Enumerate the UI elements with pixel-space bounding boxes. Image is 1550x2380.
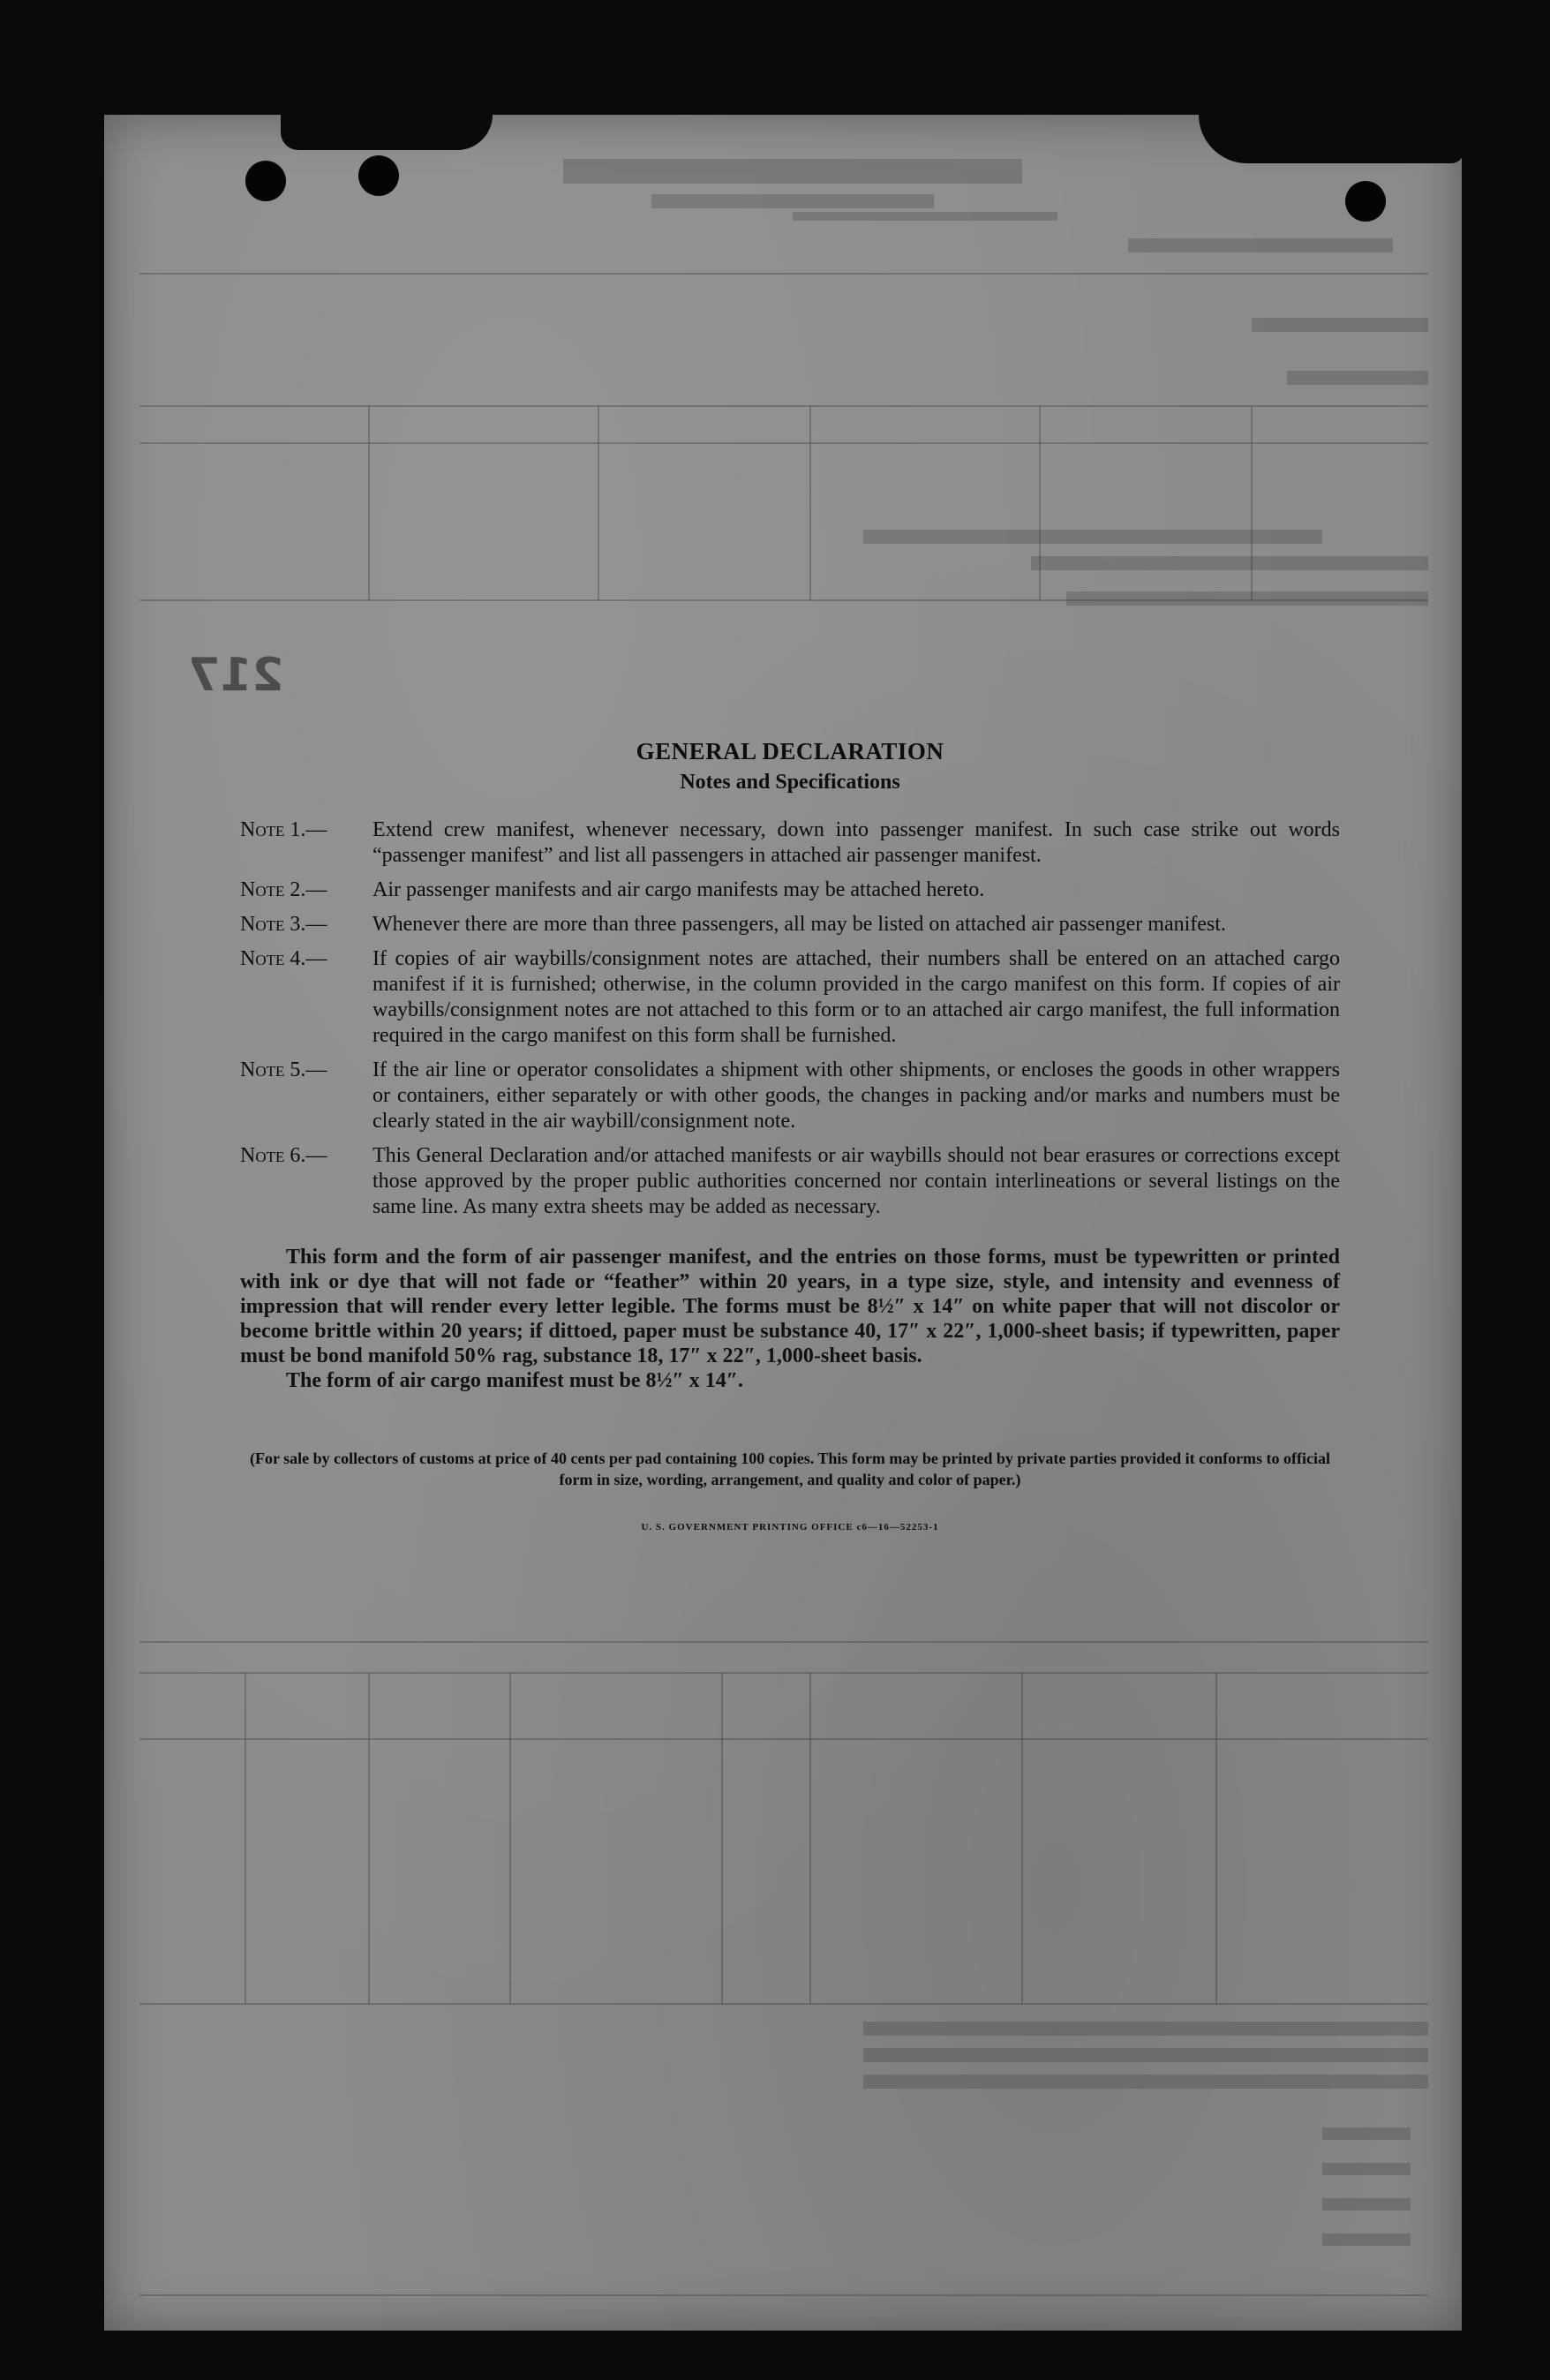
note-5: [240, 1058, 1340, 1134]
note-label: Note 1.—: [240, 818, 327, 841]
note-text: Extend crew manifest, whenever necessary, down into passenger manifest. In such case strike out words “passenger manifest” and list all passengers in attached air passenger manifest.: [372, 818, 1340, 867]
notes-content: [240, 738, 1340, 1533]
specifications: [240, 1245, 1340, 1393]
note-text: Air passenger manifests and air cargo manifests may be attached hereto.: [372, 878, 985, 901]
specifications-paragraph: This form and the form of air passenger manifest, and the entries on those forms, must be typewritten or printed with ink or dye that will not fade or “feather” within 20 years, in a type size, style, and intensity and evenness of impression that will render every letter legible. The forms must be 8½″ x 14″ on white paper that will not discolor or become brittle within 20 years; if dittoed, paper must be substance 40, 17″ x 22″, 1,000-sheet basis; if typewritten, paper must be bond manifold 50% rag, substance 18, 17″ x 22″, 1,000-sheet basis.: [240, 1246, 1340, 1367]
note-text: This General Declaration and/or attached manifests or air waybills should not bear erasures or corrections except those approved by the proper public authorities concerned nor contain interlineations or several listings on the same line. As many extra sheets may be added as necessary.: [372, 1144, 1340, 1218]
torn-edge-top-left: [281, 115, 493, 150]
punch-hole-right: [1345, 181, 1386, 222]
sale-note: (For sale by collectors of customs at price of 40 cents per pad containing 100 copies. This form may be printed by private parties provided it conforms to official form in size, wording, arrangement, and quality and color of paper.): [249, 1450, 1331, 1488]
note-label: Note 4.—: [240, 947, 327, 970]
note-text: Whenever there are more than three passengers, all may be listed on attached air passenger manifest.: [372, 913, 1226, 936]
note-text: If the air line or operator consolidates a shipment with other shipments, or encloses the goods in other wrappers or containers, either separately or with other goods, the changes in packing and/or marks and numbers must be clearly stated in the air waybill/consignment note.: [372, 1058, 1340, 1133]
note-label: Note 3.—: [240, 913, 327, 936]
note-3: [240, 912, 1340, 938]
note-2: [240, 877, 1340, 903]
cargo-manifest-size-line: The form of air cargo manifest must be 8½″ x 14″.: [286, 1369, 743, 1392]
page-subtitle: Notes and Specifications: [680, 771, 900, 794]
note-6: [240, 1143, 1340, 1220]
note-label: Note 6.—: [240, 1144, 327, 1167]
torn-edge-top-right: [1199, 115, 1462, 163]
punch-hole-left: [245, 161, 286, 201]
page-title: GENERAL DECLARATION: [636, 738, 944, 764]
note-1: [240, 817, 1340, 869]
note-4: [240, 946, 1340, 1049]
punch-hole-center: [358, 155, 399, 196]
note-label: Note 2.—: [240, 878, 327, 901]
note-label: Note 5.—: [240, 1058, 327, 1081]
document-sheet: [104, 115, 1462, 2331]
note-text: If copies of air waybills/consignment notes are attached, their numbers shall be entered on an attached cargo manifest if it is furnished; otherwise, in the column provided in the cargo manifest on this form. If copies of air waybills/consignment notes are not attached to this form or to an attached air cargo manifest, the full information required in the cargo manifest on this form shall be furnished.: [372, 947, 1340, 1047]
printer-line: U. S. GOVERNMENT PRINTING OFFICE c6—16—52253-1: [641, 1522, 939, 1533]
stamp-number: 217: [188, 649, 284, 702]
